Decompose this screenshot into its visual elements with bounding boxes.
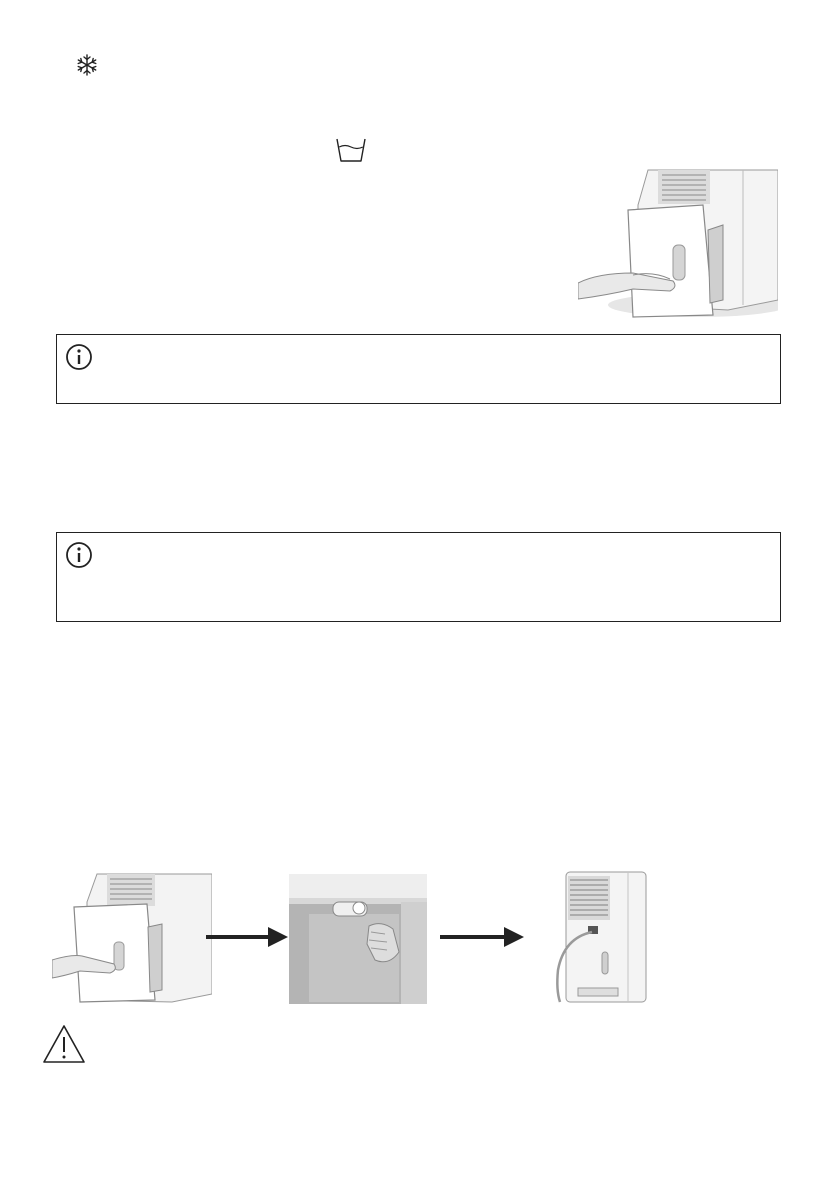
arrow-right-icon: [440, 926, 524, 948]
tank-removal-photo: [578, 165, 778, 325]
info-icon: [65, 541, 93, 569]
continuous-drainage-hose-photo: [548, 870, 648, 1006]
water-tank-icon: [335, 137, 367, 163]
info-note-box: [56, 532, 781, 622]
snowflake-icon: [76, 54, 98, 76]
arrow-right-icon: [206, 926, 288, 948]
warning-triangle-icon: [42, 1024, 86, 1064]
tank-removal-photo: [52, 872, 212, 1004]
info-icon: [65, 343, 93, 371]
drain-hose-connector-photo: [289, 874, 427, 1004]
info-note-box: [56, 334, 781, 404]
